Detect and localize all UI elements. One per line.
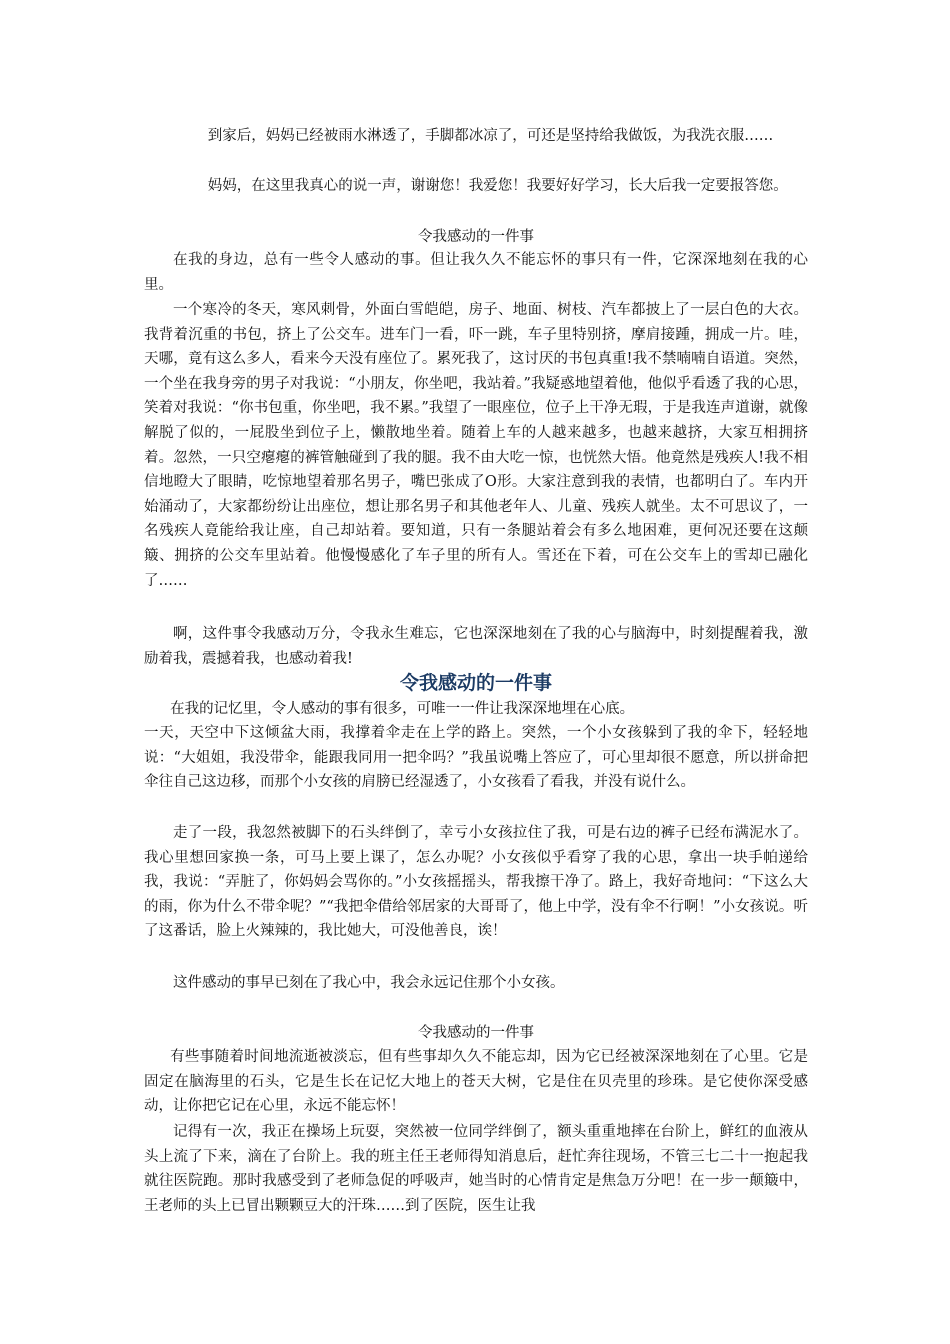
paragraph: 在我的记忆里，令人感动的事有很多，可唯一一件让我深深地埋在心底。 <box>170 701 635 717</box>
paragraph: 在我的身边，总有一些令人感动的事。但让我久久不能忘怀的事只有一件，它深深地刻在我的心里。 <box>144 252 808 293</box>
paragraph: 到家后，妈妈已经被雨水淋透了，手脚都冰凉了，可还是坚持给我做饭，为我洗衣服…… <box>207 128 774 144</box>
paragraph: 妈妈，在这里我真心的说一声，谢谢您！我爱您！我要好好学习，长大后我一定要报答您。 <box>207 178 788 194</box>
paragraph: 有些事随着时间地流逝被淡忘，但有些事却久久不能忘却，因为它已经被深深地刻在了心里。它是固定在脑海里的石头，它是生长在记忆大地上的苍天大树，它是住在贝壳里的珍珠。是它使你深受感动，让你把它记在心里，永远不能忘怀！ <box>144 1049 808 1115</box>
paragraph: 记得有一次，我正在操场上玩耍，突然被一位同学绊倒了，额头重重地摔在台阶上，鲜红的血液从头上流了下来，滴在了台阶上。我的班主任王老师得知消息后，赶忙奔往现场，不管三七二十一抱起我就往医院跑。那时我感受到了老师急促的呼吸声，她当时的心情肯定是焦急万分吧！在一步一颠簸中，王老师的头上已冒出颗颗豆大的汗珠……到了医院，医生让我 <box>144 1124 808 1214</box>
essay-title-heading: 令我感动的一件事 <box>399 672 552 694</box>
essay-title: 令我感动的一件事 <box>418 1025 534 1041</box>
paragraph: 走了一段，我忽然被脚下的石头绊倒了，幸亏小女孩拉住了我，可是右边的裤子已经布满泥水了。我心里想回家换一条，可马上要上课了，怎么办呢？小女孩似乎看穿了我的心思，拿出一块手帕递给我，我说：“弄脏了，你妈妈会骂你的。”小女孩摇摇头，帮我擦干净了。路上，我好奇地问：“下这么大的雨，你为什么不带伞呢？”“我把伞借给邻居家的大哥哥了，他上中学，没有伞不行啊！”小女孩说。听了这番话，脸上火辣辣的，我比她大，可没他善良，诶！ <box>144 825 808 940</box>
essay-title: 令我感动的一件事 <box>418 229 534 245</box>
paragraph: 一天，天空中下这倾盆大雨，我撑着伞走在上学的路上。突然，一个小女孩躲到了我的伞下，轻轻地说：“大姐姐，我没带伞，能跟我同用一把伞吗？”我虽说嘴上答应了，可心里却很不愿意，所以拼命把伞往自己这边移，而那个小女孩的肩膀已经湿透了，小女孩看了看我，并没有说什么。 <box>144 725 808 791</box>
paragraph: 这件感动的事早已刻在了我心中，我会永远记住那个小女孩。 <box>173 975 565 991</box>
paragraph: 一个寒冷的冬天，寒风刺骨，外面白雪皑皑，房子、地面、树枝、汽车都披上了一层白色的大衣。我背着沉重的书包，挤上了公交车。进车门一看，吓一跳，车子里特别挤，摩肩接踵，拥成一片。哇，天哪，竟有这么多人，看来今天没有座位了。累死我了，这讨厌的书包真重!我不禁喃喃自语道。突然，一个坐在我身旁的男子对我说：“小朋友，你坐吧，我站着。”我疑惑地望着他，他似乎看透了我的心思，笑着对我说：“你书包重，你坐吧，我不累。”我望了一眼座位，位子上干净无瑕，于是我连声道谢，就像解脱了似的，一屁股坐到位子上，懒散地坐着。随着上车的人越来越多，也越来越挤，大家互相拥挤着。忽然，一只空瘪瘪的裤管触碰到了我的腿。我不由大吃一惊，也恍然大悟。他竟然是残疾人!我不相信地瞪大了眼睛，吃惊地望着那名男子，嘴巴张成了O形。大家注意到我的表情，也都明白了。车内开始涌动了，大家都纷纷让出座位，想让那名男子和其他老年人、儿童、残疾人就坐。太不可思议了，一名残疾人竟能给我让座，自己却站着。要知道，只有一条腿站着会有多么地困难，更何况还要在这颠簸、拥挤的公交车里站着。他慢慢感化了车子里的所有人。雪还在下着，可在公交车上的雪却已融化了…… <box>144 302 808 589</box>
paragraph: 啊，这件事令我感动万分，令我永生难忘，它也深深地刻在了我的心与脑海中，时刻提醒着我，激励着我，震撼着我，也感动着我! <box>144 626 808 667</box>
